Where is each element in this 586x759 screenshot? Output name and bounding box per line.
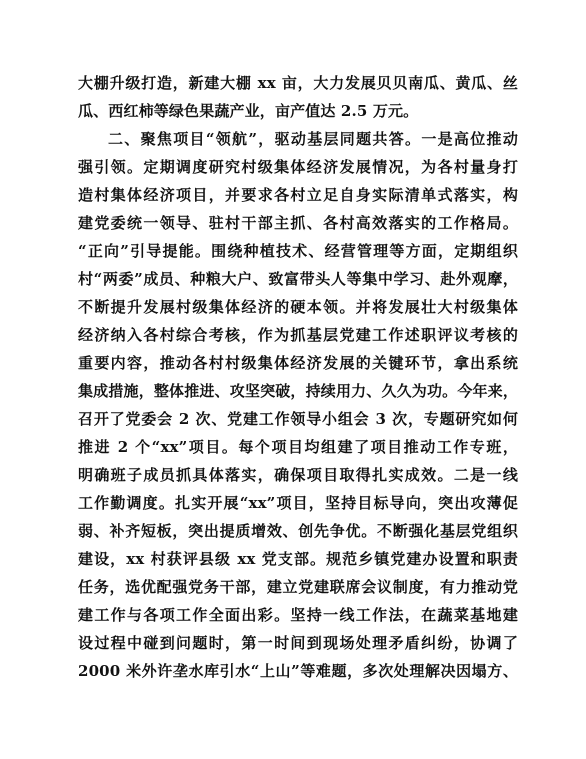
text-line-7: “正向”引导提能。围绕种植技术、经营管理等方面，定期组织 xyxy=(78,242,518,260)
text-line-2: 瓜、西红柿等绿色果蔬产业，亩产值达 2.5 万元。 xyxy=(78,102,419,120)
text-line-11: 重要内容，推动各村村级集体经济发展的关键环节，拿出系统 xyxy=(78,354,518,372)
text-line-13: 召开了党委会 2 次、党建工作领导小组会 3 次，专题研究如何 xyxy=(78,410,518,428)
text-line-10: 经济纳入各村综合考核，作为抓基层党建工作述职评议考核的 xyxy=(78,326,518,344)
text-line-16: 工作勤调度。扎实开展“xx”项目，坚持目标导向，突出攻薄促 xyxy=(78,494,518,512)
text-line-1: 大棚升级打造，新建大棚 xx 亩，大力发展贝贝南瓜、黄瓜、丝 xyxy=(78,74,518,92)
text-line-12: 集成措施，整体推进、攻坚突破，持续用力、久久为功。今年来， xyxy=(78,382,518,400)
text-line-14: 推进 2 个“xx”项目。每个项目均组建了项目推动工作专班， xyxy=(78,438,518,456)
text-line-19: 任务，选优配强党务干部，建立党建联席会议制度，有力推动党 xyxy=(78,578,518,596)
text-line-18: 建设，xx 村获评县级 xx 党支部。规范乡镇党建办设置和职责 xyxy=(78,550,518,568)
text-line-15: 明确班子成员抓具体落实，确保项目取得扎实成效。二是一线 xyxy=(78,466,518,484)
text-line-9: 不断提升发展村级集体经济的硬本领。并将发展壮大村级集体 xyxy=(78,298,518,316)
section-heading-line: 二、聚焦项目“领航”，驱动基层同题共答。一是高位推动 xyxy=(108,130,518,148)
text-line-6: 建党委统一领导、驻村干部主抓、各村高效落实的工作格局。 xyxy=(78,214,518,232)
text-line-4: 强引领。定期调度研究村级集体经济发展情况，为各村量身打 xyxy=(78,158,518,176)
text-line-8: 村“两委”成员、种粮大户、致富带头人等集中学习、赴外观摩， xyxy=(78,270,518,288)
text-line-20: 建工作与各项工作全面出彩。坚持一线工作法，在蔬菜基地建 xyxy=(78,606,518,624)
text-line-22: 2000 米外许垄水库引水“上山”等难题，多次处理解决因塌方、 xyxy=(78,662,518,680)
text-line-5: 造村集体经济项目，并要求各村立足自身实际清单式落实，构 xyxy=(78,186,518,204)
text-line-17: 弱、补齐短板，突出提质增效、创先争优。不断强化基层党组织 xyxy=(78,522,518,540)
text-line-21: 设过程中碰到问题时，第一时间到现场处理矛盾纠纷，协调了 xyxy=(78,634,518,652)
